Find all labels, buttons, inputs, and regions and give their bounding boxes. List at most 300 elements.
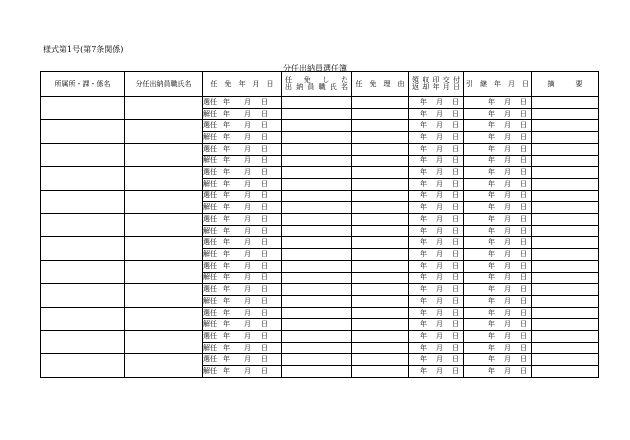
seal-date-cell[interactable] [409,260,464,272]
remarks-cell[interactable] [532,120,599,132]
appointer-cell[interactable] [282,260,352,272]
remarks-cell[interactable] [532,190,599,202]
remarks-cell[interactable] [532,331,599,343]
seal-date-cell[interactable] [409,284,464,296]
day-label: 日 [452,308,459,317]
month-label: 月 [244,331,251,340]
month-label: 月 [436,179,443,188]
department-cell[interactable] [41,143,125,166]
year-label: 年 [420,156,427,165]
month-label: 月 [436,331,443,340]
remarks-cell[interactable] [532,295,599,307]
day-label: 日 [261,132,268,141]
register-body [41,97,599,378]
seal-date-cell[interactable] [409,319,464,331]
day-label: 日 [520,109,527,118]
remarks-cell[interactable] [532,284,599,296]
appointment-kind-label: 選任 [203,285,217,294]
appointer-cell[interactable] [282,272,352,284]
appointment-date-cell[interactable] [203,190,282,202]
month-label: 月 [436,296,443,305]
department-cell[interactable] [41,307,125,330]
reason-cell[interactable] [352,202,409,214]
year-label: 年 [223,367,230,376]
month-label: 月 [504,320,511,329]
remarks-cell[interactable] [532,178,599,190]
seal-date-cell[interactable] [409,167,464,179]
appointment-date-cell[interactable] [203,132,282,144]
appointment-kind-label: 解任 [203,343,217,352]
handover-date-cell[interactable] [464,249,532,261]
table-row [41,331,599,343]
reason-cell[interactable] [352,143,409,155]
reason-cell[interactable] [352,132,409,144]
year-label: 年 [488,331,495,340]
year-label: 年 [420,132,427,141]
remarks-cell[interactable] [532,167,599,179]
remarks-cell[interactable] [532,354,599,366]
remarks-cell[interactable] [532,132,599,144]
handover-date-cell[interactable] [464,307,532,319]
seal-date-cell[interactable] [409,214,464,226]
month-label: 月 [504,355,511,364]
year-label: 年 [488,367,495,376]
month-label: 月 [504,367,511,376]
day-label: 日 [520,285,527,294]
reason-cell[interactable] [352,155,409,167]
year-label: 年 [488,191,495,200]
remarks-cell[interactable] [532,155,599,167]
month-label: 月 [244,343,251,352]
year-label: 年 [420,261,427,270]
day-label: 日 [520,132,527,141]
appointment-date-cell[interactable] [203,214,282,226]
handover-date-cell[interactable] [464,260,532,272]
reason-cell[interactable] [352,319,409,331]
appointment-kind-label: 選任 [203,308,217,317]
appointer-cell[interactable] [282,190,352,202]
appointment-kind-label: 選任 [203,168,217,177]
appointment-date-cell[interactable] [203,167,282,179]
appointment-kind-label: 解任 [203,109,217,118]
seal-date-cell[interactable] [409,331,464,343]
year-label: 年 [488,144,495,153]
appointer-cell[interactable] [282,97,352,109]
year-label: 年 [488,156,495,165]
month-label: 月 [436,355,443,364]
month-label: 月 [436,261,443,270]
month-label: 月 [436,121,443,130]
day-label: 日 [452,156,459,165]
month-label: 月 [504,331,511,340]
appointer-cell[interactable] [282,237,352,249]
officer-name-cell[interactable] [125,237,203,260]
officer-name-cell[interactable] [125,331,203,354]
officer-name-cell[interactable] [125,143,203,166]
appointment-date-cell[interactable] [203,249,282,261]
seal-date-cell[interactable] [409,354,464,366]
appointment-kind-label: 選任 [203,331,217,340]
appointment-date-cell[interactable] [203,260,282,272]
handover-date-cell[interactable] [464,237,532,249]
handover-date-cell[interactable] [464,143,532,155]
handover-date-cell[interactable] [464,331,532,343]
officer-name-cell[interactable] [125,120,203,143]
reason-cell[interactable] [352,342,409,354]
day-label: 日 [452,109,459,118]
officer-name-cell[interactable] [125,260,203,283]
handover-date-cell[interactable] [464,272,532,284]
day-label: 日 [261,203,268,212]
seal-date-cell[interactable] [409,225,464,237]
officer-name-cell[interactable] [125,284,203,307]
month-label: 月 [244,226,251,235]
month-label: 月 [504,214,511,223]
day-label: 日 [261,296,268,305]
department-cell[interactable] [41,354,125,378]
remarks-cell[interactable] [532,319,599,331]
handover-date-cell[interactable] [464,132,532,144]
day-label: 日 [452,132,459,141]
reason-cell[interactable] [352,225,409,237]
year-label: 年 [223,179,230,188]
appointment-date-cell[interactable] [203,295,282,307]
remarks-cell[interactable] [532,260,599,272]
year-label: 年 [420,355,427,364]
department-cell[interactable] [41,167,125,190]
month-label: 月 [504,156,511,165]
column-header-remarks: 摘 要 [532,72,599,97]
month-label: 月 [244,203,251,212]
appointer-cell[interactable] [282,143,352,155]
reason-cell[interactable] [352,354,409,366]
department-cell[interactable] [41,120,125,143]
handover-date-cell[interactable] [464,108,532,120]
year-label: 年 [488,296,495,305]
department-cell[interactable] [41,331,125,354]
year-label: 年 [223,168,230,177]
day-label: 日 [520,97,527,106]
remarks-cell[interactable] [532,225,599,237]
reason-cell[interactable] [352,237,409,249]
appointment-date-cell[interactable] [203,272,282,284]
appointer-cell[interactable] [282,178,352,190]
handover-date-cell[interactable] [464,155,532,167]
day-label: 日 [452,249,459,258]
day-label: 日 [261,238,268,247]
reason-cell[interactable] [352,190,409,202]
appointment-date-cell[interactable] [203,97,282,109]
form-number: 様式第1号(第7条関係) [43,45,124,54]
reason-cell[interactable] [352,260,409,272]
appointment-date-cell[interactable] [203,143,282,155]
year-label: 年 [488,238,495,247]
appointment-register-table [40,71,599,378]
remarks-cell[interactable] [532,202,599,214]
officer-name-cell[interactable] [125,214,203,237]
remarks-cell[interactable] [532,249,599,261]
appointer-cell[interactable] [282,307,352,319]
month-label: 月 [244,320,251,329]
day-label: 日 [520,367,527,376]
day-label: 日 [261,355,268,364]
day-label: 日 [452,214,459,223]
appointment-kind-label: 解任 [203,226,217,235]
table-row [41,167,599,179]
month-label: 月 [244,132,251,141]
appointer-cell[interactable] [282,319,352,331]
year-label: 年 [223,355,230,364]
appointer-cell[interactable] [282,214,352,226]
appointment-date-cell[interactable] [203,225,282,237]
handover-date-cell[interactable] [464,178,532,190]
month-label: 月 [244,179,251,188]
department-cell[interactable] [41,237,125,260]
officer-name-cell[interactable] [125,167,203,190]
table-row [41,143,599,155]
officer-name-cell[interactable] [125,190,203,213]
appointment-date-cell[interactable] [203,307,282,319]
seal-date-cell[interactable] [409,97,464,109]
year-label: 年 [488,261,495,270]
year-label: 年 [420,343,427,352]
remarks-cell[interactable] [532,214,599,226]
reason-cell[interactable] [352,366,409,378]
handover-date-cell[interactable] [464,342,532,354]
reason-cell[interactable] [352,284,409,296]
appointer-cell[interactable] [282,295,352,307]
seal-date-cell[interactable] [409,120,464,132]
appointer-cell[interactable] [282,331,352,343]
day-label: 日 [261,320,268,329]
month-label: 月 [244,191,251,200]
day-label: 日 [520,168,527,177]
month-label: 月 [244,144,251,153]
year-label: 年 [420,249,427,258]
appointment-date-cell[interactable] [203,120,282,132]
month-label: 月 [244,367,251,376]
column-header-reason: 任 免 理 由 [352,72,409,97]
handover-date-cell[interactable] [464,366,532,378]
month-label: 月 [504,261,511,270]
appointer-cell[interactable] [282,132,352,144]
year-label: 年 [223,249,230,258]
appointer-cell[interactable] [282,249,352,261]
handover-date-cell[interactable] [464,167,532,179]
handover-date-cell[interactable] [464,354,532,366]
reason-cell[interactable] [352,307,409,319]
reason-cell[interactable] [352,167,409,179]
appointment-kind-label: 選任 [203,355,217,364]
year-label: 年 [420,308,427,317]
day-label: 日 [520,238,527,247]
table-row [41,190,599,202]
department-cell[interactable] [41,97,125,120]
year-label: 年 [488,132,495,141]
appointment-date-cell[interactable] [203,319,282,331]
appointment-date-cell[interactable] [203,202,282,214]
day-label: 日 [520,308,527,317]
department-cell[interactable] [41,284,125,307]
appointer-cell[interactable] [282,108,352,120]
department-cell[interactable] [41,260,125,283]
reason-cell[interactable] [352,331,409,343]
handover-date-cell[interactable] [464,319,532,331]
year-label: 年 [420,109,427,118]
table-row [41,284,599,296]
month-label: 月 [244,109,251,118]
month-label: 月 [244,296,251,305]
remarks-cell[interactable] [532,307,599,319]
appointment-kind-label: 解任 [203,203,217,212]
day-label: 日 [452,238,459,247]
seal-date-cell[interactable] [409,237,464,249]
remarks-cell[interactable] [532,237,599,249]
appointment-date-cell[interactable] [203,331,282,343]
reason-cell[interactable] [352,214,409,226]
remarks-cell[interactable] [532,272,599,284]
month-label: 月 [504,97,511,106]
day-label: 日 [520,320,527,329]
seal-date-cell[interactable] [409,155,464,167]
day-label: 日 [520,226,527,235]
remarks-cell[interactable] [532,97,599,109]
remarks-cell[interactable] [532,342,599,354]
year-label: 年 [223,261,230,270]
year-label: 年 [488,343,495,352]
seal-date-cell[interactable] [409,307,464,319]
appointment-kind-label: 解任 [203,320,217,329]
reason-cell[interactable] [352,178,409,190]
month-label: 月 [436,168,443,177]
month-label: 月 [504,238,511,247]
column-header-appointer: 任 免 し た 出納員職氏名 [282,72,352,97]
officer-name-cell[interactable] [125,307,203,330]
day-label: 日 [520,355,527,364]
appointer-cell[interactable] [282,120,352,132]
year-label: 年 [223,97,230,106]
department-cell[interactable] [41,214,125,237]
department-cell[interactable] [41,190,125,213]
appointment-date-cell[interactable] [203,178,282,190]
month-label: 月 [436,203,443,212]
day-label: 日 [261,367,268,376]
handover-date-cell[interactable] [464,120,532,132]
appointer-cell[interactable] [282,354,352,366]
seal-date-cell[interactable] [409,342,464,354]
seal-date-cell[interactable] [409,272,464,284]
appointment-date-cell[interactable] [203,284,282,296]
day-label: 日 [261,121,268,130]
year-label: 年 [488,226,495,235]
reason-cell[interactable] [352,249,409,261]
seal-date-cell[interactable] [409,132,464,144]
year-label: 年 [420,285,427,294]
seal-date-cell[interactable] [409,178,464,190]
seal-date-cell[interactable] [409,202,464,214]
remarks-cell[interactable] [532,108,599,120]
appointment-kind-label: 解任 [203,367,217,376]
day-label: 日 [452,226,459,235]
day-label: 日 [261,331,268,340]
appointment-date-cell[interactable] [203,366,282,378]
seal-date-cell[interactable] [409,249,464,261]
month-label: 月 [436,226,443,235]
month-label: 月 [436,249,443,258]
reason-cell[interactable] [352,295,409,307]
handover-date-cell[interactable] [464,190,532,202]
handover-date-cell[interactable] [464,97,532,109]
reason-cell[interactable] [352,97,409,109]
appointment-date-cell[interactable] [203,108,282,120]
appointment-date-cell[interactable] [203,237,282,249]
appointment-kind-label: 選任 [203,238,217,247]
seal-date-cell[interactable] [409,366,464,378]
day-label: 日 [261,179,268,188]
handover-date-cell[interactable] [464,202,532,214]
appointer-cell[interactable] [282,225,352,237]
appointer-cell[interactable] [282,342,352,354]
day-label: 日 [520,296,527,305]
day-label: 日 [261,273,268,282]
seal-date-cell[interactable] [409,295,464,307]
day-label: 日 [261,144,268,153]
column-header-appointment-date: 任 免 年 月 日 [203,72,282,97]
appointment-date-cell[interactable] [203,342,282,354]
month-label: 月 [504,168,511,177]
appointer-cell[interactable] [282,167,352,179]
appointer-cell[interactable] [282,284,352,296]
month-label: 月 [436,214,443,223]
reason-cell[interactable] [352,272,409,284]
officer-name-cell[interactable] [125,354,203,378]
day-label: 日 [452,343,459,352]
day-label: 日 [452,191,459,200]
appointer-cell[interactable] [282,202,352,214]
handover-date-cell[interactable] [464,214,532,226]
reason-cell[interactable] [352,120,409,132]
column-header-officer-name: 分任出納員職氏名 [125,72,203,97]
remarks-cell[interactable] [532,143,599,155]
day-label: 日 [261,156,268,165]
reason-cell[interactable] [352,108,409,120]
officer-name-cell[interactable] [125,97,203,120]
day-label: 日 [520,191,527,200]
seal-date-cell[interactable] [409,190,464,202]
month-label: 月 [504,121,511,130]
day-label: 日 [452,179,459,188]
header-row [41,72,599,97]
handover-date-cell[interactable] [464,295,532,307]
appointment-date-cell[interactable] [203,354,282,366]
month-label: 月 [244,285,251,294]
column-header-handover-date: 引 継 年 月 日 [464,72,532,97]
column-header-department: 所属所・課・係名 [41,72,125,97]
year-label: 年 [420,273,427,282]
year-label: 年 [488,273,495,282]
appointer-cell[interactable] [282,155,352,167]
handover-date-cell[interactable] [464,225,532,237]
year-label: 年 [420,97,427,106]
day-label: 日 [520,203,527,212]
seal-date-cell[interactable] [409,108,464,120]
appointment-date-cell[interactable] [203,155,282,167]
remarks-cell[interactable] [532,366,599,378]
day-label: 日 [452,285,459,294]
appointer-cell[interactable] [282,366,352,378]
handover-date-cell[interactable] [464,284,532,296]
seal-date-cell[interactable] [409,143,464,155]
